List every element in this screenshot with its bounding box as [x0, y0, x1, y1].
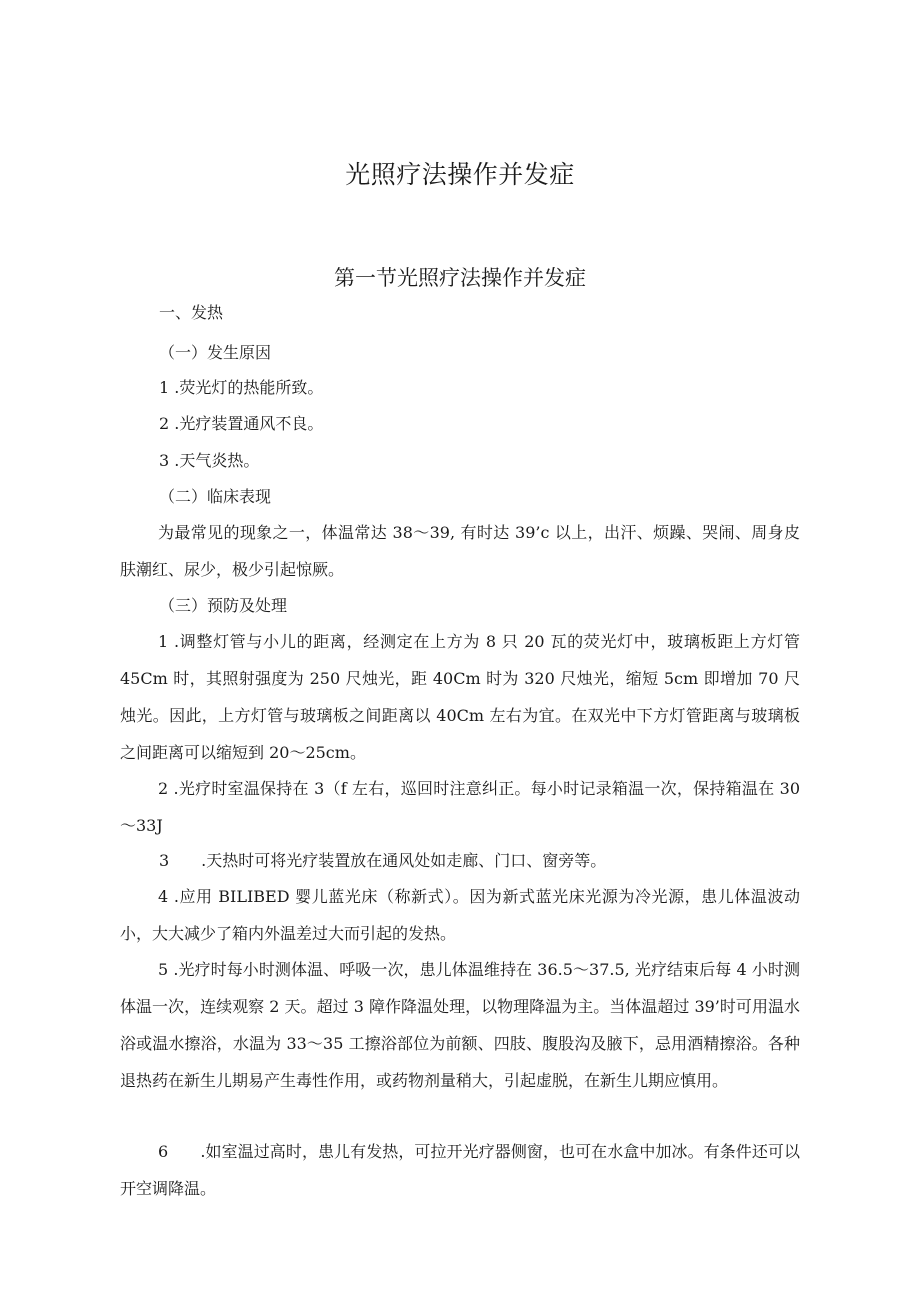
cause-item-2: 2 .光疗装置通风不良。 [159, 414, 324, 433]
document-title: 光照疗法操作并发症 [345, 160, 575, 189]
heading-fever: 一、发热 [159, 303, 224, 322]
prevention-item-6: 6 .如室温过高时，患儿有发热，可拉开光疗器侧窗，也可在水盒中加冰。有条件还可以开空调降温。 [120, 1142, 800, 1198]
subheading-prevention: （三）预防及处理 [159, 596, 288, 615]
subheading-clinical: （二）临床表现 [159, 487, 272, 506]
prevention-item-3: 3 .天热时可将光疗装置放在通风处如走廊、门口、窗旁等。 [159, 851, 607, 870]
subheading-causes: （一）发生原因 [159, 343, 272, 362]
prevention-item-4: 4 .应用 BILIBED 婴儿蓝光床（称新式）。因为新式蓝光床光源为冷光源，患儿体温波动小，大大减少了箱内外温差过大而引起的发热。 [120, 887, 800, 943]
prevention-item-2: 2 .光疗时室温保持在 3（f 左右，巡回时注意纠正。每小时记录箱温一次，保持箱温在 30～33J [120, 779, 800, 835]
prevention-item-5: 5 .光疗时每小时测体温、呼吸一次，患儿体温维持在 36.5～37.5, 光疗结束后每 4 小时测体温一次，连续观察 2 天。超过 3 障作降温处理，以物理降温为主。当体温超过 39’时可用温水浴或温水擦浴，水温为 33～35 工擦浴部位为前额、四肢、腹股沟及腋下，忌用酒精擦浴。各种退热药在新生儿期易产生毒性作用，或药物剂量稍大，引起虚脱，在新生儿期应慎用。 [120, 960, 800, 1090]
cause-item-3: 3 .天气炎热。 [159, 451, 260, 470]
clinical-paragraph: 为最常见的现象之一，体温常达 38～39, 有时达 39’c 以上，出汗、烦躁、哭闹、周身皮肤潮红、尿少，极少引起惊厥。 [120, 523, 800, 579]
cause-item-1: 1 .荧光灯的热能所致。 [159, 378, 324, 397]
section-title: 第一节光照疗法操作并发症 [334, 266, 586, 290]
prevention-item-1: 1 .调整灯管与小儿的距离，经测定在上方为 8 只 20 瓦的荧光灯中，玻璃板距上方灯管 45Cm 时，其照射强度为 250 尺烛光，距 40Cm 时为 320 尺烛光，缩短 5cm 即增加 70 尺烛光。因此，上方灯管与玻璃板之间距离以 40Cm 左右为宜。在双光中下方灯管距离与玻璃板之间距离可以缩短到 20～25cm。 [120, 632, 800, 762]
